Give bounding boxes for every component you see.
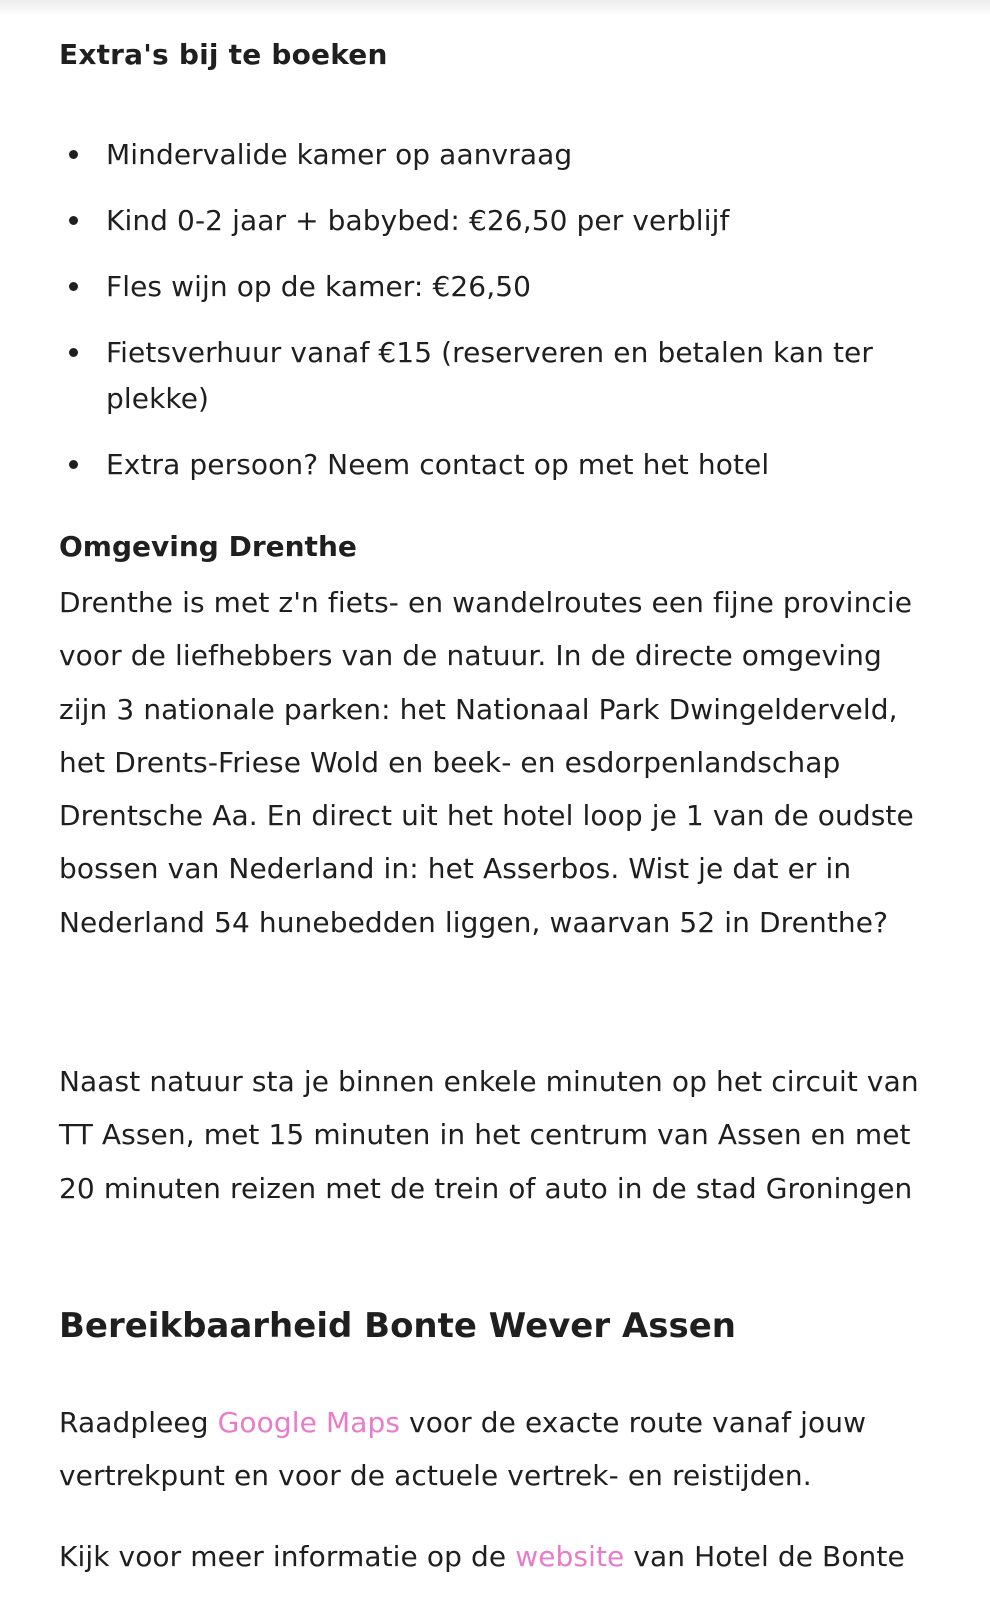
omgeving-paragraph-2: Naast natuur sta je binnen enkele minuten op het circuit van TT Assen, met 15 minuten in het centrum van Assen en met 20 minuten reizen met de trein of auto in de stad Groningen [59, 1065, 919, 1205]
paragraph-text: Raadpleeg [59, 1406, 218, 1439]
list-item-text: Fles wijn op de kamer: €26,50 [106, 270, 532, 303]
bullet-icon [69, 282, 78, 291]
list-item-text: Mindervalide kamer op aanvraag [106, 138, 573, 171]
bullet-icon [69, 348, 78, 357]
extras-heading: Extra's bij te boeken [59, 38, 388, 71]
bullet-icon [69, 216, 78, 225]
omgeving-paragraph-1: Drenthe is met z'n fiets- en wandelroutes een fijne provincie voor de liefhebbers van de natuur. In de directe omgeving zijn 3 nationale parken: het Nationaal Park Dwingelderveld, het Drents-Friese Wold en beek- en esdorpenlandschap Drentsche Aa. En direct uit het hotel loop je 1 van de oudste bossen van Nederland in: het Asserbos. Wist je dat er in Nederland 54 hunebedden liggen, waarvan 52 in Drenthe? [59, 586, 914, 939]
top-shadow [0, 0, 990, 16]
google-maps-link[interactable]: Google Maps [217, 1406, 401, 1439]
list-item-text: Extra persoon? Neem contact op met het hotel [106, 448, 770, 481]
meer-info-paragraph [59, 1530, 939, 1583]
list-item [59, 264, 939, 310]
paragraph-text: van Hotel de Bonte [624, 1540, 905, 1573]
bullet-icon [69, 460, 78, 469]
bullet-icon [69, 150, 78, 159]
list-item [59, 198, 939, 244]
bereikbaarheid-paragraph [59, 1396, 939, 1503]
website-link[interactable]: website [515, 1540, 625, 1573]
list-item [59, 330, 939, 422]
list-item-text: Kind 0-2 jaar + babybed: €26,50 per verblijf [106, 204, 730, 237]
paragraph-text: Kijk voor meer informatie op de [59, 1540, 516, 1573]
omgeving-heading: Omgeving Drenthe [59, 530, 357, 563]
paragraph-text: voor de exacte route vanaf jouw vertrekpunt en voor de actuele vertrek- en reistijden. [59, 1406, 867, 1493]
list-item-text: Fietsverhuur vanaf €15 (reserveren en betalen kan ter plekke) [106, 336, 873, 415]
list-item [59, 132, 939, 178]
list-item [59, 442, 939, 488]
bereikbaarheid-heading: Bereikbaarheid Bonte Wever Assen [59, 1306, 737, 1346]
extras-list [59, 132, 939, 508]
